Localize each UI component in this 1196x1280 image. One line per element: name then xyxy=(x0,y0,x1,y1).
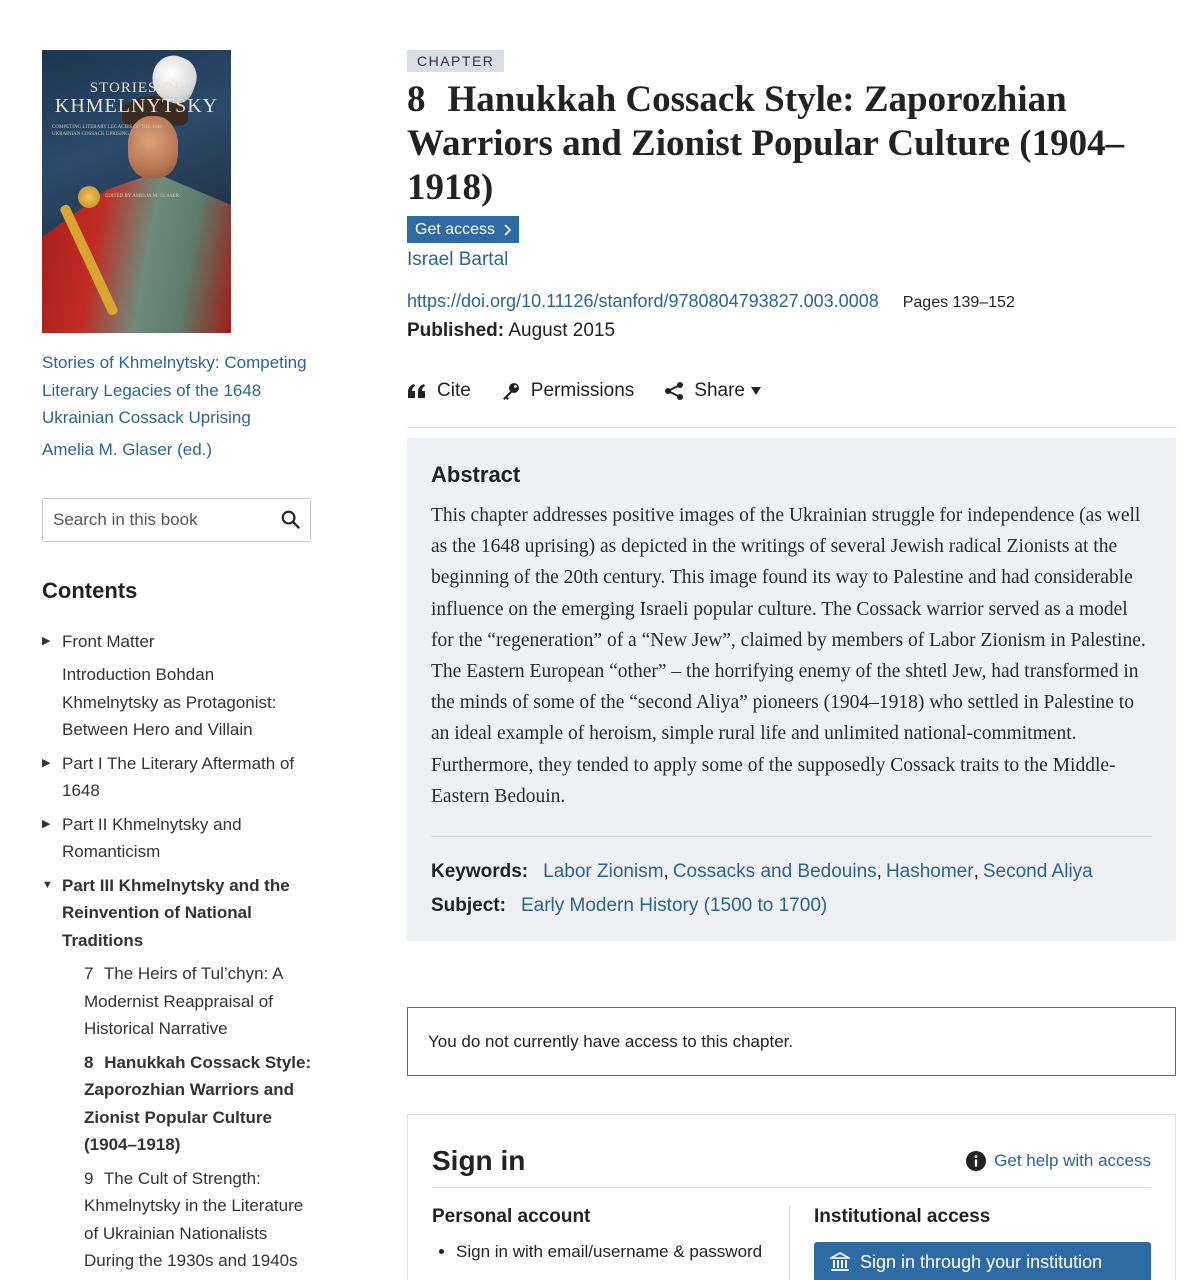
caret-down-icon xyxy=(751,387,761,395)
keyword-link[interactable]: Second Aliya xyxy=(982,861,1093,883)
toc-item-part-1[interactable] xyxy=(42,750,314,805)
abstract-panel xyxy=(407,438,1176,941)
info-icon xyxy=(966,1151,986,1171)
toc-item-chapter-7[interactable] xyxy=(42,960,314,1043)
keyword-link[interactable]: Labor Zionism xyxy=(543,861,664,883)
get-access-label: Get access xyxy=(415,220,496,238)
cover-title-line2: KHMELNYTSKY xyxy=(54,95,219,117)
article-toolbar xyxy=(407,376,1177,428)
chevron-right-icon xyxy=(503,224,511,236)
get-access-button[interactable] xyxy=(407,216,519,243)
page-range: Pages 139–152 xyxy=(902,294,1015,311)
toc-item-label[interactable]: Hanukkah Cossack Style: Zaporozhian Warriors and Zionist Popular Culture (1904–1918) xyxy=(84,1052,312,1154)
abstract-heading: Abstract xyxy=(431,462,521,487)
toc-item-label[interactable]: The Heirs of Tul’chyn: A Modernist Reappraisal of Historical Narrative xyxy=(84,964,283,1038)
personal-account-column xyxy=(432,1206,790,1280)
expand-arrow-icon[interactable]: ▶ xyxy=(42,756,51,769)
main-content xyxy=(407,50,1177,941)
doi-row xyxy=(407,291,1177,312)
chapter-number: 8 xyxy=(407,79,426,120)
subject-link[interactable]: Early Modern History (1500 to 1700) xyxy=(520,895,828,917)
chapter-badge: CHAPTER xyxy=(407,50,504,72)
toc-item-label[interactable]: Part I The Literary Aftermath of 1648 xyxy=(62,753,295,800)
doi-link[interactable]: https://doi.org/10.11126/stanford/9780804793827.003.0008 xyxy=(407,291,879,311)
share-label: Share xyxy=(694,379,745,401)
toc-item-label[interactable]: Part III Khmelnytsky and the Reinvention of National Traditions xyxy=(62,875,290,950)
personal-account-title: Personal account xyxy=(432,1206,591,1227)
expand-arrow-icon[interactable]: ▶ xyxy=(42,634,51,647)
book-cover-image[interactable] xyxy=(42,50,231,333)
cover-subtitle: COMPETING LITERARY LEGACIES OF THE 1648 UKRAINIAN COSSACK UPRISING xyxy=(52,125,162,137)
signin-columns xyxy=(432,1206,1151,1280)
signin-header xyxy=(432,1145,1151,1188)
personal-account-options xyxy=(456,1242,789,1262)
published-date xyxy=(407,320,1177,342)
toc-item-introduction[interactable] xyxy=(42,661,314,744)
permissions-button[interactable] xyxy=(501,380,634,402)
keywords-label: Keywords: xyxy=(431,861,529,883)
no-access-message: You do not currently have access to this chapter. xyxy=(428,1031,794,1051)
abstract-body: This chapter addresses positive images of the Ukrainian struggle for independence (as well as the 1648 uprising) as depicted in the writings of several Jewish radical Zionists at the beginning of the 20th century. This image found its way to Palestine and had considerable influence on the emerging Israeli popular culture. The Cossack warrior served as a model for the “regeneration” of a “New Jew”, claimed by members of Labor Zionism in Palestine. The Eastern European “other” – the horrifying enemy of the shtetl Jew, had transformed in the minds of some of the “second Aliya” pioneers (1904–1918) who settled in Palestine to an ideal example of heroism, simple rural life and unlimited national-commitment. Furthermore, they tended to apply some of the supposedly Cossack traits to the Middle-Eastern Bedouin. xyxy=(431,505,1146,807)
published-label: Published: xyxy=(407,320,505,341)
cite-button[interactable] xyxy=(407,380,471,402)
share-button[interactable] xyxy=(664,380,761,402)
permissions-label: Permissions xyxy=(530,379,635,401)
institution-signin-label: Sign in through your institution xyxy=(860,1251,1103,1272)
chapter-title xyxy=(407,78,1187,210)
cover-title xyxy=(42,80,231,118)
get-help-link[interactable] xyxy=(966,1151,1151,1171)
expand-arrow-icon[interactable]: ▶ xyxy=(42,817,51,830)
book-editor-link[interactable]: Amelia M. Glaser (ed.) xyxy=(42,439,213,459)
keyword-link[interactable]: Hashomer xyxy=(885,861,974,883)
toc-item-part-3[interactable] xyxy=(42,872,314,955)
toc-item-label[interactable]: The Cult of Strength: Khmelnytsky in the Literature of Ukrainian Nationalists During the 1930s and 1940s xyxy=(84,1168,304,1270)
institution-icon xyxy=(830,1252,850,1272)
contents-heading: Contents xyxy=(42,577,138,603)
signin-email-option[interactable]: • Sign in with email/username & password xyxy=(456,1242,789,1262)
cover-mace-head xyxy=(78,186,100,208)
table-of-contents xyxy=(42,628,314,1275)
abstract-divider xyxy=(431,836,1152,837)
author-link[interactable]: Israel Bartal xyxy=(407,249,509,270)
search-input[interactable] xyxy=(53,510,280,530)
toc-item-label[interactable]: Introduction Bohdan Khmelnytsky as Protagonist: Between Hero and Villain xyxy=(62,665,277,739)
chapter-title-text: Hanukkah Cossack Style: Zaporozhian Warriors and Zionist Popular Culture (1904–1918) xyxy=(407,79,1125,208)
cover-title-line1: STORIES OF xyxy=(89,80,184,96)
no-access-alert xyxy=(407,1007,1176,1076)
cite-label: Cite xyxy=(437,379,471,401)
key-icon xyxy=(501,381,521,401)
toc-item-chapter-8-current[interactable] xyxy=(42,1049,314,1159)
keyword-link[interactable]: Cossacks and Bedouins xyxy=(672,861,877,883)
toc-item-label[interactable]: Part II Khmelnytsky and Romanticism xyxy=(62,814,242,861)
toc-item-front-matter[interactable] xyxy=(42,628,314,656)
sidebar xyxy=(42,50,314,1280)
institution-signin-button[interactable] xyxy=(814,1242,1151,1280)
share-icon xyxy=(664,381,684,401)
institutional-access-column xyxy=(790,1206,1151,1280)
published-value: August 2015 xyxy=(508,320,616,341)
book-title-link[interactable]: Stories of Khmelnytsky: Competing Literary Legacies of the 1648 Ukrainian Cossack Uprising xyxy=(42,353,307,427)
collapse-arrow-icon[interactable]: ▼ xyxy=(42,878,53,891)
institutional-access-title: Institutional access xyxy=(814,1206,991,1227)
search-icon[interactable] xyxy=(280,510,300,530)
subject-row xyxy=(431,895,1152,917)
keywords-row: Keywords: Labor Zionism , Cossacks and Bedouins , Hashomer , Second Aliya xyxy=(431,861,1093,883)
subject-label: Subject: xyxy=(431,895,506,917)
toc-item-chapter-9[interactable] xyxy=(42,1165,314,1275)
toc-item-label[interactable]: Front Matter xyxy=(62,631,155,651)
signin-title: Sign in xyxy=(432,1145,526,1176)
signin-panel xyxy=(407,1114,1176,1280)
toc-chapter-number: 7 xyxy=(84,964,94,983)
cover-editor: EDITED BY AMELIA M. GLASER xyxy=(105,194,179,199)
quote-icon xyxy=(407,383,427,399)
get-help-label: Get help with access xyxy=(994,1151,1151,1170)
toc-chapter-number: 8 xyxy=(84,1052,94,1072)
toc-item-part-2[interactable] xyxy=(42,811,314,866)
book-search-box xyxy=(42,498,311,542)
toc-chapter-number: 9 xyxy=(84,1168,94,1188)
